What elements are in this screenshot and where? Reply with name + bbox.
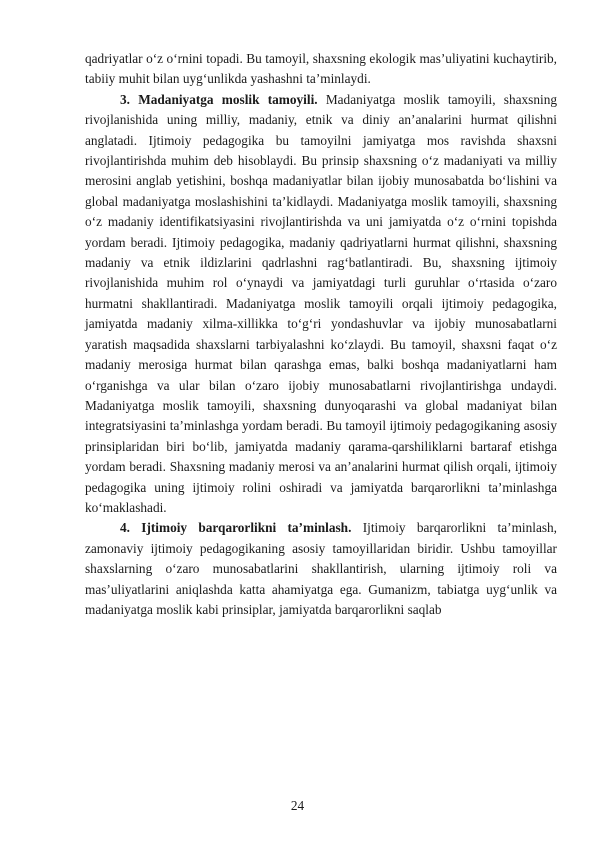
section-heading-4: 4. Ijtimoiy barqarorlikni ta’minlash. — [120, 520, 352, 536]
document-page — [85, 49, 557, 620]
paragraph-text: qadriyatlar o‘z o‘rnini topadi. Bu tamoyil, shaxsning ekologik mas’uliyatini kuchaytirib, tabiiy muhit bilan uyg‘unlikda yashashni ta’minlaydi. — [85, 51, 557, 87]
paragraph-text: Madaniyatga moslik tamoyili, shaxsning rivojlanishida uning milliy, madaniy, etnik va diniy an’analarini hurmat qilishni anglatadi. Ijtimoiy pedagogika bu tamoyilni jamiyatga mos ravishda shaxsni rivojlantirishda muhim deb hisoblaydi. Bu prinsip shaxsning o‘z madaniyati va milliy merosini anglab yetishini, boshqa madaniyatlar bilan ijobiy munosabatda bo‘lishini va global madaniyatga moslashishini ta’kidlaydi. Madaniyatga moslik tamoyili, shaxsning o‘z madaniy identifikatsiyasini rivojlantirishda va uni jamiyatda o‘z o‘rnini topishda yordam beradi. Ijtimoiy pedagogika, madaniy qadriyatlarni hurmat qilishni, shaxsning madaniy va etnik ildizlarini qadrlashni rag‘batlantiradi. Bu, shaxsning ijtimoiy rivojlanishida muhim rol o‘ynaydi va jamiyatdagi turli guruhlar o‘rtasida o‘zaro hurmatni shakllantiradi. Madaniyatga moslik tamoyili orqali ijtimoiy pedagogika, jamiyatda madaniy xilma-xillikka to‘g‘ri yondashuvlar va ijobiy munosabatlarni yaratish maqsadida shaxslarni tarbiyalashni ko‘zlaydi. Bu tamoyil, shaxsni faqat o‘z madaniy merosiga hurmat bilan qarashga emas, balki boshqa madaniyatlarni ham o‘rganishga va ular bilan o‘zaro ijobiy munosabatlarni rivojlantirishga undaydi. Madaniyatga moslik tamoyili, shaxsning dunyoqarashi va global madaniyat bilan integratsiyasini ta’minlashga yordam beradi. Bu tamoyil ijtimoiy pedagogikaning asosiy prinsiplaridan biri bo‘lib, jamiyatda madaniy qarama-qarshiliklarni bartaraf etishga yordam beradi. Shaxsning madaniy merosi va an’analarini hurmat qilish orqali, ijtimoiy pedagogika uning ijtimoiy rolini oshiradi va jamiyatda barqarorlikni ta’minlashga ko‘maklashadi. — [85, 91, 557, 515]
section-heading-3: 3. Madaniyatga moslik tamoyili. — [120, 91, 318, 107]
paragraph-text: Ijtimoiy barqarorlikni ta’minlash, zamonaviy ijtimoiy pedagogikaning asosiy tamoyillaridan biridir. Ushbu tamoyillar shaxslarning o‘zaro munosabatlarini shakllantirish, ularning ijtimoiy roli va mas’uliyatlarini aniqlashda katta ahamiyatga ega. Gumanizm, tabiatga uyg‘unlik va madaniyatga moslik kabi prinsiplar, jamiyatda barqarorlikni saqlab — [85, 520, 558, 617]
page-number: 24 — [290, 798, 305, 813]
paragraph-social-stability — [85, 518, 557, 620]
paragraph-cultural-conformity — [85, 90, 557, 519]
paragraph-continuation — [85, 49, 557, 90]
